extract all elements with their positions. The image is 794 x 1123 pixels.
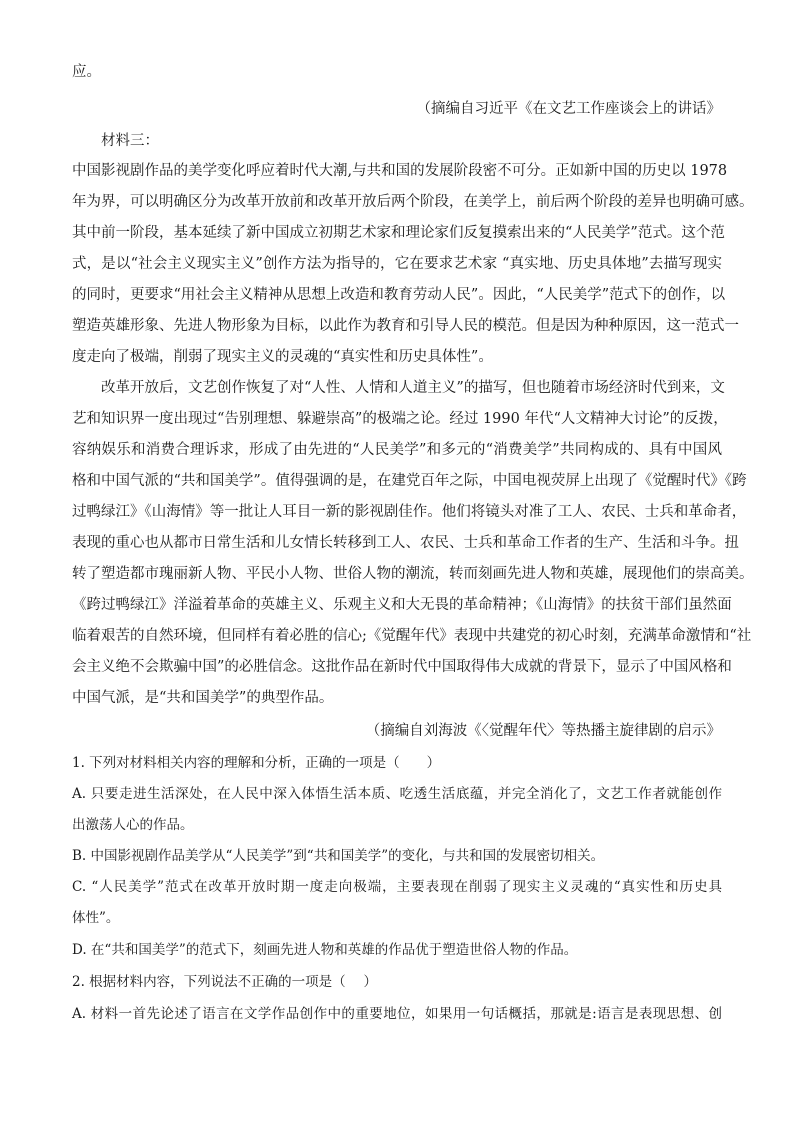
answer-option: D. 在“共和国美学”的范式下，刻画先进人物和英雄的作品优于塑造世俗人物的作品。 xyxy=(72,942,578,958)
section-heading: 材料三： xyxy=(101,133,159,149)
paragraph-line: 式，是以“社会主义现实主义”创作方法为指导的，它在要求艺术家 “真实地、历史具体地”去描写现实 xyxy=(72,256,722,272)
source-citation: （摘编自刘海波《〈觉醒年代〉等热播主旋律剧的启示》 xyxy=(365,723,721,739)
paragraph-line: 临着艰苦的自然环境，但同样有着必胜的信心;《觉醒年代》表现中共建党的初心时刻，充满革命激情和“社 xyxy=(72,628,752,644)
paragraph-line: 的同时，更要求“用社会主义精神从思想上改造和教育劳动人民”。因此，“人民美学”范式下的创作，以 xyxy=(72,287,726,303)
answer-option: 体性”。 xyxy=(72,910,120,926)
paragraph-line: 艺和知识界一度出现过“告别理想、躲避崇高”的极端之论。经过 1990 年代“人文精神大讨论”的反拨， xyxy=(72,411,728,427)
paragraph-line: 会主义绝不会欺骗中国”的必胜信念。这批作品在新时代中国取得伟大成就的背景下，显示了中国风格和 xyxy=(72,659,732,675)
paragraph-line: 过鸭绿江》《山海情》等一批让人耳目一新的影视剧佳作。他们将镜头对准了工人、农民、士兵和革命者， xyxy=(72,504,747,520)
answer-option: C. “人民美学”范式在改革开放时期一度走向极端，主要表现在削弱了现实主义灵魂的“真实性和历史具 xyxy=(72,879,722,895)
question-stem: 2. 根据材料内容，下列说法不正确的一项是（ ） xyxy=(72,974,377,990)
paragraph-line: 塑造英雄形象、先进人物形象为目标，以此作为教育和引导人民的模范。但是因为种种原因，这一范式一 xyxy=(72,318,739,334)
answer-option: A. 只要走进生活深处，在人民中深入体悟生活本质、吃透生活底蕴，并完全消化了，文艺工作者就能创作 xyxy=(72,786,722,802)
paragraph-line: 中国影视剧作品的美学变化呼应着时代大潮,与共和国的发展阶段密不可分。正如新中国的历史以 1978 xyxy=(72,163,728,179)
text-line: 应。 xyxy=(72,64,101,80)
paragraph-line: 度走向了极端，削弱了现实主义的灵魂的“真实性和历史具体性”。 xyxy=(72,349,493,365)
question-stem: 1. 下列对材料相关内容的理解和分析，正确的一项是（ ） xyxy=(72,755,441,771)
paragraph-line: 中国气派，是“共和国美学”的典型作品。 xyxy=(72,690,334,706)
answer-option: 出激荡人心的作品。 xyxy=(72,817,194,833)
paragraph-line: 年为界，可以明确区分为改革开放前和改革开放后两个阶段，在美学上，前后两个阶段的差异也明确可感。 xyxy=(72,194,754,210)
paragraph-line: 改革开放后，文艺创作恢复了对“人性、人情和人道主义”的描写，但也随着市场经济时代到来，文 xyxy=(101,380,725,396)
paragraph-line: 转了塑造都市瑰丽新人物、平民小人物、世俗人物的潮流，转而刻画先进人物和英雄，展现他们的崇高美。 xyxy=(72,566,754,582)
answer-option: A. 材料一首先论述了语言在文学作品创作中的重要地位，如果用一句话概括，那就是:语言是表现思想、创 xyxy=(72,1006,722,1022)
paragraph-line: 其中前一阶段，基本延续了新中国成立初期艺术家和理论家们反复摸索出来的“人民美学”范式。这个范 xyxy=(72,225,725,241)
answer-option: B. 中国影视剧作品美学从“人民美学”到“共和国美学”的变化，与共和国的发展密切相关。 xyxy=(72,848,605,864)
paragraph-line: 容纳娱乐和消费合理诉求，形成了由先进的“人民美学”和多元的“消费美学”共同构成的、具有中国风 xyxy=(72,442,722,458)
source-citation: （摘编自习近平《在文艺工作座谈会上的讲话》 xyxy=(416,101,721,117)
paragraph-line: 《跨过鸭绿江》洋溢着革命的英雄主义、乐观主义和大无畏的革命精神；《山海情》的扶贫干部们虽然面 xyxy=(72,597,732,613)
paragraph-line: 表现的重心也从都市日常生活和儿女情长转移到工人、农民、士兵和革命工作者的生产、生活和斗争。扭 xyxy=(72,535,739,551)
paragraph-line: 格和中国气派的“共和国美学”。值得强调的是，在建党百年之际，中国电视荧屏上出现了《觉醒时代》《跨 xyxy=(72,473,747,489)
